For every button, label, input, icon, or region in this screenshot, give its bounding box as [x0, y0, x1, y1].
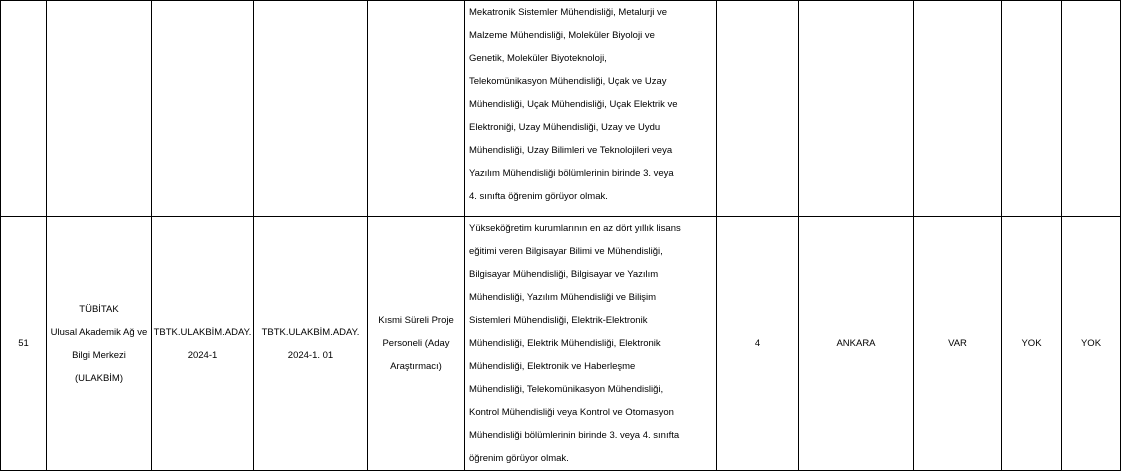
requirement-line: Kontrol Mühendisliği veya Kontrol ve Otomasyon	[469, 407, 674, 418]
requirement-line: Mühendisliği, Uçak Mühendisliği, Uçak Elektrik ve	[469, 99, 678, 110]
position-code-line: TBTK.ULAKBİM.ADAY.	[153, 326, 252, 338]
col10-cell	[1062, 1, 1121, 217]
requirements-cell	[465, 217, 717, 471]
institution-line: Bilgi Merkezi	[72, 349, 126, 361]
requirement-line: Malzeme Mühendisliği, Moleküler Biyoloji ve	[469, 30, 655, 41]
requirement-line: eğitimi veren Bilgisayar Bilimi ve Mühendisliği,	[469, 246, 663, 257]
col9-cell	[1002, 1, 1062, 217]
quota-cell: 4	[717, 217, 799, 471]
table-row	[1, 1, 1121, 217]
col10-cell: YOK	[1062, 217, 1121, 471]
position-title-cell	[368, 217, 465, 471]
institution-cell	[47, 1, 152, 217]
requirement-line: Elektroniği, Uzay Mühendisliği, Uzay ve Uydu	[469, 122, 661, 133]
position-title-line: Kısmi Süreli Proje	[378, 315, 454, 326]
quota-cell	[717, 1, 799, 217]
requirement-line: Bilgisayar Mühendisliği, Bilgisayar ve Yazılım	[469, 269, 659, 280]
requirement-line: Mühendisliği, Telekomünikasyon Mühendisliği,	[469, 384, 664, 395]
institution-cell	[47, 217, 152, 471]
city-cell	[799, 1, 914, 217]
table-row	[1, 217, 1121, 471]
requirement-line: Yükseköğretim kurumlarının en az dört yıllık lisans	[469, 223, 681, 234]
institution-line: Ulusal Akademik Ağ ve	[50, 326, 148, 338]
position-title-line: Araştırmacı)	[390, 361, 442, 372]
city-cell: ANKARA	[799, 217, 914, 471]
row-number-cell	[1, 1, 47, 217]
requirement-line: Genetik, Moleküler Biyoteknoloji,	[469, 53, 607, 64]
requirement-line: Mühendisliği bölümlerinin birinde 3. veya 4. sınıfta	[469, 430, 680, 441]
position-code-cell	[152, 217, 254, 471]
announcement-code-cell	[254, 217, 368, 471]
col8-cell: VAR	[914, 217, 1002, 471]
requirement-line: öğrenim görüyor olmak.	[469, 453, 569, 464]
position-title-line: Personeli (Aday	[382, 338, 450, 349]
requirement-line: Yazılım Mühendisliği bölümlerinin birinde 3. veya	[469, 168, 674, 179]
requirement-line: Mühendisliği, Elektrik Mühendisliği, Elektronik	[469, 338, 661, 349]
requirement-line: Mekatronik Sistemler Mühendisliği, Metalurji ve	[469, 7, 667, 18]
requirement-line: 4. sınıfta öğrenim görüyor olmak.	[469, 191, 608, 202]
institution-line: TÜBİTAK	[79, 303, 119, 315]
requirement-line: Mühendisliği, Uzay Bilimleri ve Teknolojileri veya	[469, 145, 673, 156]
position-code-cell	[152, 1, 254, 217]
position-code-line: 2024-1	[187, 349, 218, 361]
position-title-cell	[368, 1, 465, 217]
announcement-code-line: TBTK.ULAKBİM.ADAY.	[261, 326, 360, 338]
requirement-line: Mühendisliği, Yazılım Mühendisliği ve Bilişim	[469, 292, 657, 303]
institution-line: (ULAKBİM)	[74, 372, 124, 384]
requirement-line: Sistemleri Mühendisliği, Elektrik-Elektronik	[469, 315, 648, 326]
row-number-cell: 51	[1, 217, 47, 471]
col8-cell	[914, 1, 1002, 217]
requirement-line: Telekomünikasyon Mühendisliği, Uçak ve Uzay	[469, 76, 667, 87]
col9-cell: YOK	[1002, 217, 1062, 471]
announcement-code-cell	[254, 1, 368, 217]
requirements-cell	[465, 1, 717, 217]
announcement-code-line: 2024-1. 01	[287, 349, 334, 361]
requirement-line: Mühendisliği, Elektronik ve Haberleşme	[469, 361, 636, 372]
